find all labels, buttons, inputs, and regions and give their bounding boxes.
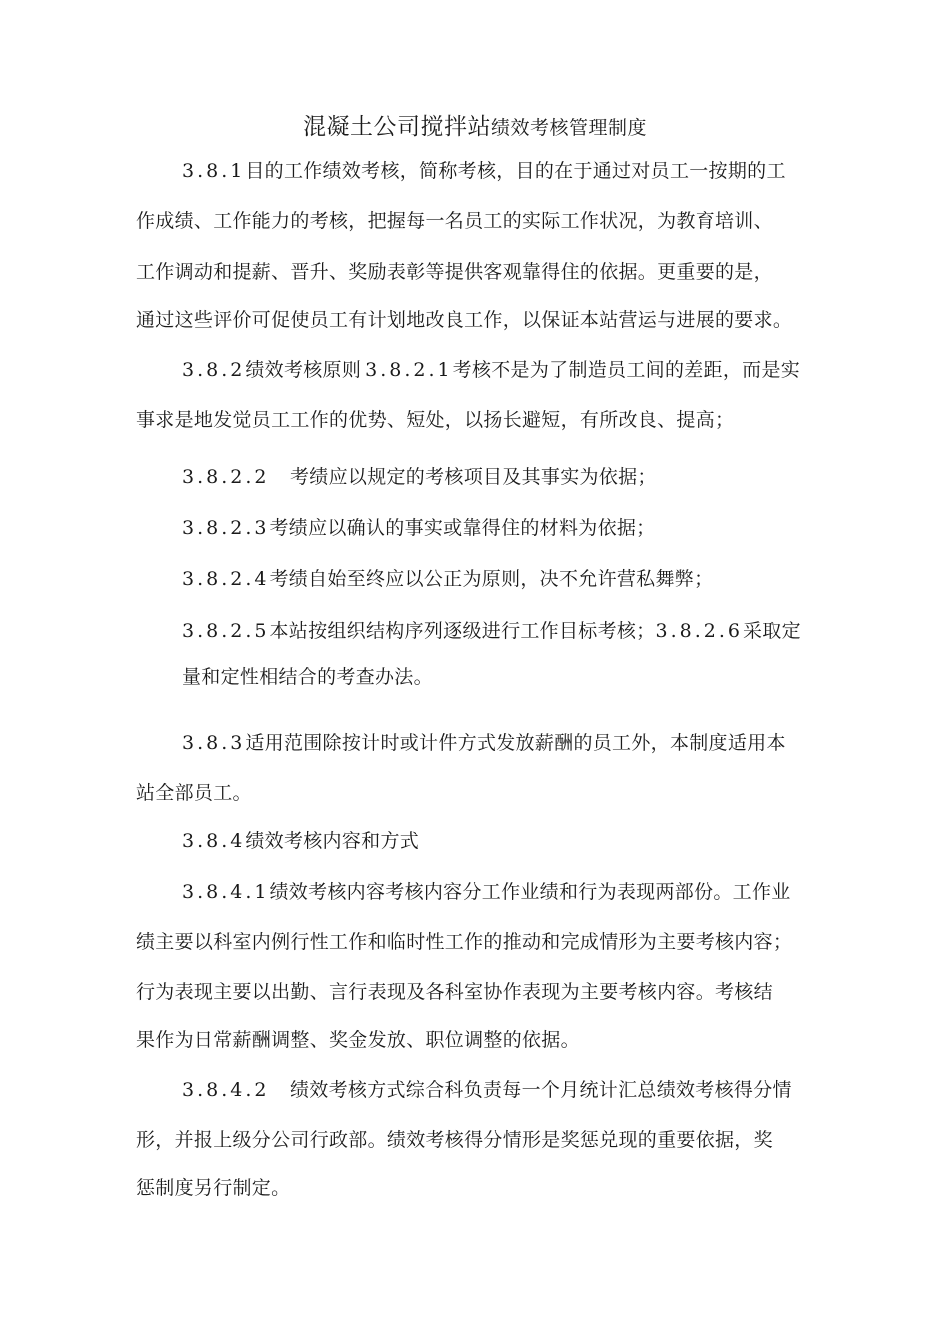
paragraph-line: 行为表现主要以出勤、言行表现及各科室协作表现为主要考核内容。考核结	[136, 981, 773, 1003]
line-text: 绩效考核内容考核内容分工作业绩和行为表现两部份。工作业	[269, 881, 791, 903]
line-text: 采取定	[742, 620, 801, 642]
paragraph-line: 形，并报上级分公司行政部。绩效考核得分情形是奖惩兑现的重要依据，奖	[136, 1129, 773, 1151]
line-text: 考绩应以确认的事实或靠得住的材料为依据；	[269, 517, 656, 539]
document-title	[0, 108, 950, 141]
paragraph-line: 量和定性相结合的考查办法。	[182, 666, 433, 688]
clause-number: 3.8.2.2	[182, 466, 270, 488]
paragraph-line	[182, 828, 419, 854]
line-text: 适用范围除按计时或计件方式发放薪酬的员工外，本制度适用本	[245, 732, 786, 754]
clause-number: 3.8.4.1	[182, 881, 270, 903]
paragraph-line: 惩制度另行制定。	[136, 1177, 291, 1199]
paragraph-line	[182, 515, 656, 541]
clause-number: 3.8.2.4	[182, 568, 270, 590]
line-text: 本站按组织结构序列逐级进行工作目标考核；	[269, 620, 656, 642]
paragraph-line	[182, 357, 800, 383]
paragraph-line	[182, 730, 786, 756]
paragraph-line: 绩主要以科室内例行性工作和临时性工作的推动和完成情形为主要考核内容；	[136, 931, 793, 953]
clause-number: 3.8.2.5	[182, 620, 270, 642]
paragraph-line: 通过这些评价可促使员工有计划地改良工作，以保证本站营运与进展的要求。	[136, 309, 793, 331]
paragraph-line: 事求是地发觉员工工作的优势、短处，以扬长避短，有所改良、提高；	[136, 409, 735, 431]
line-text: 目的工作绩效考核，简称考核，目的在于通过对员工一按期的工	[245, 160, 786, 182]
line-text: 考核不是为了制造员工间的差距，而是实	[452, 359, 801, 381]
line-text: 绩效考核方式综合科负责每一个月统计汇总绩效考核得分情	[290, 1079, 792, 1101]
title-sub: 绩效考核管理制度	[490, 117, 647, 139]
line-text: 考绩自始至终应以公正为原则，决不允许营私舞弊；	[269, 568, 714, 590]
paragraph-line	[182, 566, 713, 592]
line-text: 绩效考核内容和方式	[245, 830, 420, 852]
paragraph-line	[182, 1077, 792, 1103]
title-main: 混凝土公司搅拌站	[302, 114, 491, 140]
paragraph-line	[182, 879, 791, 905]
clause-number: 3.8.4	[182, 830, 246, 852]
line-text: 绩效考核原则	[245, 359, 362, 381]
paragraph-line: 作成绩、工作能力的考核，把握每一名员工的实际工作状况，为教育培训、	[136, 210, 773, 232]
clause-number: 3.8.2.3	[182, 517, 270, 539]
clause-number: 3.8.3	[182, 732, 246, 754]
line-text: 考绩应以规定的考核项目及其事实为依据；	[290, 466, 657, 488]
clause-number: 3.8.4.2	[182, 1079, 270, 1101]
clause-number: 3.8.2.6	[655, 620, 743, 642]
paragraph-line	[182, 464, 657, 490]
paragraph-line: 果作为日常薪酬调整、奖金发放、职位调整的依据。	[136, 1029, 580, 1051]
paragraph-line	[182, 618, 801, 644]
clause-number: 3.8.2.1	[365, 359, 453, 381]
clause-number: 3.8.2	[182, 359, 246, 381]
paragraph-line: 工作调动和提薪、晋升、奖励表彰等提供客观靠得住的依据。更重要的是，	[136, 261, 773, 283]
paragraph-line: 站全部员工。	[136, 782, 252, 804]
paragraph-line	[182, 158, 786, 184]
clause-number: 3.8.1	[182, 160, 246, 182]
